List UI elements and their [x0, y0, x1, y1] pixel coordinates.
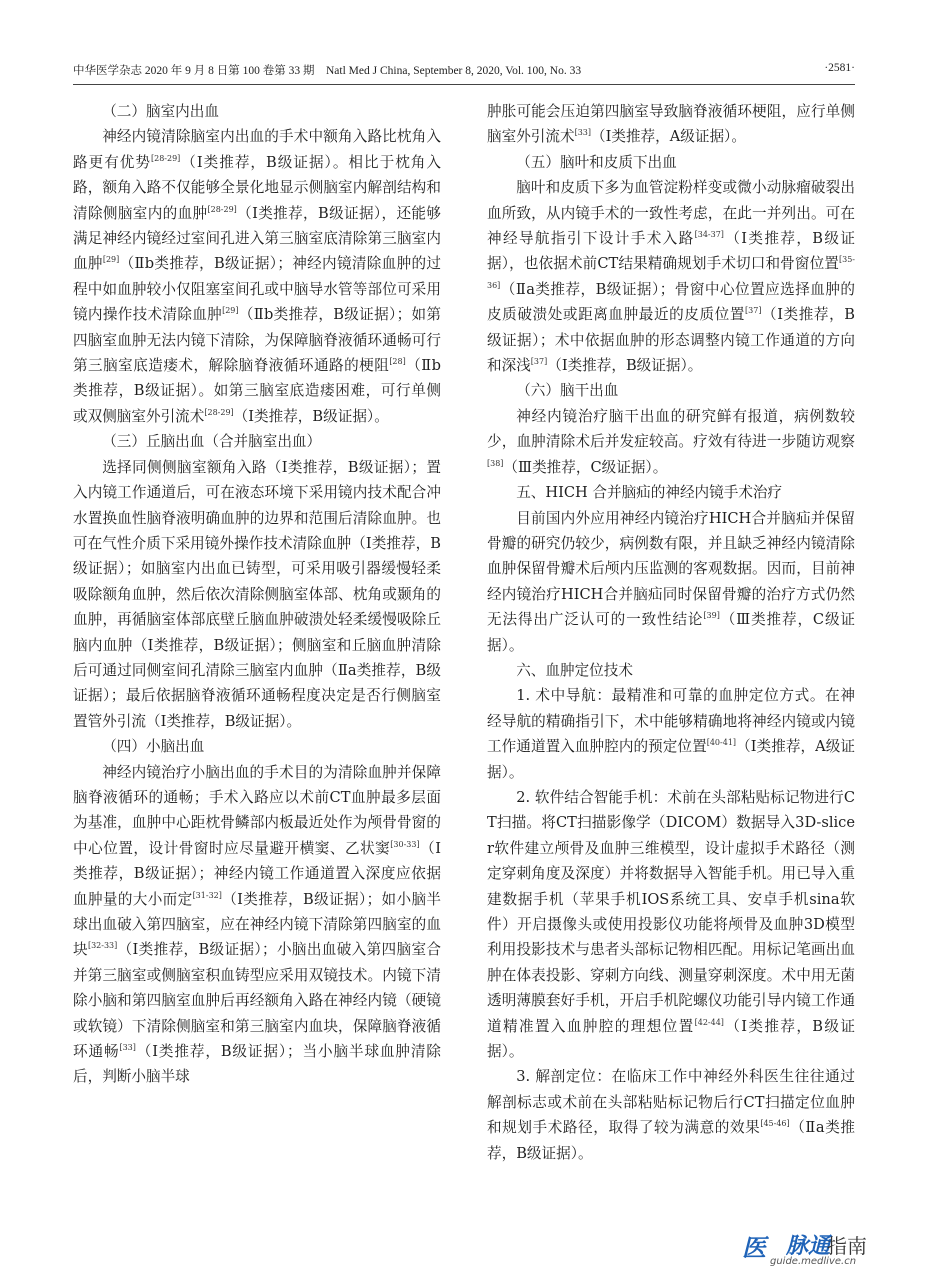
logo-brand-name: 脉通: [786, 1234, 831, 1259]
paragraph-intraventricular: [73, 124, 441, 429]
citation-ref: [33]: [574, 128, 591, 138]
paragraph-cerebellar-continued: [487, 99, 855, 150]
citation-ref: [37]: [530, 357, 548, 367]
text-run: （Ⅰ类推荐，B级证据）。: [233, 407, 389, 425]
citation-ref: [29]: [222, 306, 239, 316]
text-run: （Ⅰ类推荐，A级证据）。: [591, 128, 746, 146]
journal-citation: 中华医学杂志 2020 年 9 月 8 日第 100 卷第 33 期 Natl Med J China, September 8, 2020, Vol. 100, No. 33: [73, 65, 582, 77]
citation-ref: [42-44]: [694, 1017, 724, 1027]
text-run: 神经内镜治疗脑干出血的研究鲜有报道，病例数较少，血肿清除术后并发症较高。疗效有待进一步随访观察: [487, 407, 855, 451]
text-run: （Ⅱb类推荐，B级证据）。如第三脑室底造瘘困难，可行单侧或双侧脑室外引流术: [73, 357, 441, 425]
text-run: 肿胀可能会压迫第四脑室导致脑脊液循环梗阻，应行单侧脑室外引流术: [487, 103, 855, 146]
text-run: （Ⅰ类推荐，B级证据），也依据术前CT结果精确规划手术切口和骨窗位置: [487, 230, 855, 273]
text-run: （Ⅰ类推荐，B级证据），还能够满足神经内镜经过室间孔进入第三脑室底清除第三脑室内血肿: [73, 204, 441, 273]
text-run: （Ⅲ类推荐，C级证据）。: [487, 611, 855, 654]
citation-ref: [34-37]: [694, 230, 724, 240]
paragraph-navigation: [487, 683, 855, 785]
citation-ref: [29]: [102, 255, 120, 265]
section-heading-cerebellar: （四）小脑出血: [102, 738, 205, 756]
paragraph-smartphone: [487, 785, 855, 1064]
citation-ref: [33]: [119, 1043, 136, 1053]
text-run: 脑叶和皮质下多为血管淀粉样变或微小动脉瘤破裂出血所致，从内镜手术的一致性考虑，在此一并列出。可在神经导航指引下设计手术入路: [487, 179, 855, 248]
text-run: （Ⅰ类推荐，B级证据）。相比于枕角入路，额角入路不仅能够全景化地显示侧脑室内解剖结构和清除侧脑室内的血肿: [73, 153, 441, 222]
citation-ref: [32-33]: [87, 941, 118, 951]
citation-ref: [45-46]: [760, 1119, 790, 1129]
text-run: 2. 软件结合智能手机：术前在头部粘贴标记物进行CT扫描。将CT扫描影像学（DICOM）数据导入3D-slicer软件建立颅骨及血肿三维模型，设计虚拟手术路径（测定穿刺角度及深度）并将数据导入智能手机。用已导入重建数据手机（苹果手机IOS系统工具、安卓手机sina软件）开启摄像头或使用投影仪功能将颅骨及血肿3D模型利用投影技术与患者头部标记物相匹配。用标记笔画出血肿在体表投影、穿刺方向线、测量穿刺深度。术中用无菌透明薄膜套好手机，开启手机陀螺仪功能引导内镜工作通道精准置入血肿腔的理想位置: [487, 788, 855, 1035]
text-run: 神经内镜治疗小脑出血的手术目的为清除血肿并保障脑脊液循环的通畅；手术入路应以术前CT血肿最多层面为基准，血肿中心距枕骨鳞部内板最近处作为颅骨骨窗的中心位置，设计骨窗时应尽量避开横窦、乙状窦: [73, 763, 441, 857]
text-run: 3. 解剖定位：在临床工作中神经外科医生往往通过解剖标志或术前在头部粘贴标记物后行CT扫描定位血肿和规划手术路径，取得了较为满意的效果: [487, 1068, 855, 1137]
citation-ref: [30-33]: [390, 839, 420, 849]
citation-ref: [35-36]: [487, 255, 855, 290]
text-run: （Ⅰ类推荐，B级证据）；小脑出血破入第四脑室合并第三脑室或侧脑室积血铸型应采用双镜技术。内镜下清除小脑和第四脑室血肿后再经额角入路在神经内镜（硬镜或软镜）下清除侧脑室和第三脑室内血块，保障脑脊液循环通畅: [73, 941, 441, 1061]
page-number: ·2581·: [824, 62, 855, 74]
paragraph-cerebellar: [73, 760, 441, 1090]
logo-url: guide.medlive.cn: [770, 1256, 857, 1267]
text-run: （Ⅱb类推荐，B级证据）；神经内镜清除血肿的过程中如血肿较小仅阻塞室间孔或中脑导水管等部位可采用镜内操作技术清除血肿: [73, 255, 441, 324]
citation-ref: [39]: [703, 611, 720, 621]
citation-ref: [31-32]: [192, 890, 222, 900]
section-heading-localization: 六、血肿定位技术: [516, 661, 633, 679]
paragraph-brainstem: [487, 404, 855, 480]
text-run: （Ⅱa类推荐，B级证据）；骨窗中心位置应选择血肿的皮质破溃处或距离血肿最近的皮质位置: [487, 280, 855, 324]
text-run: （Ⅰ类推荐，B级证据）；当小脑半球血肿清除后，判断小脑半球: [73, 1043, 441, 1086]
text-run: （Ⅱa类推荐，B级证据）。: [487, 1119, 855, 1162]
text-run: 神经内镜清除脑室内出血的手术中额角入路比枕角入路更有优势: [73, 128, 441, 171]
paragraph-anatomical: [487, 1064, 855, 1166]
paragraph-lobar: [487, 175, 855, 378]
citation-ref: [28-29]: [207, 204, 237, 214]
citation-ref: [28-29]: [150, 153, 181, 163]
medlive-guide-logo: [742, 1226, 882, 1274]
running-header: [73, 62, 855, 80]
section-heading-herniation: 五、HICH 合并脑疝的神经内镜手术治疗: [516, 484, 783, 502]
logo-mark: 医: [742, 1234, 765, 1262]
citation-ref: [28-29]: [204, 407, 234, 417]
citation-ref: [37]: [745, 306, 762, 316]
section-heading-lobar: （五）脑叶和皮质下出血: [516, 153, 677, 171]
text-run: （Ⅰ类推荐，B级证据）；如小脑半球出血破入第四脑室，应在神经内镜下清除第四脑室的血块: [73, 890, 441, 959]
text-run: （Ⅲ类推荐，C级证据）。: [503, 458, 668, 476]
citation-ref: [28]: [389, 357, 406, 367]
logo-tag: 指南: [827, 1234, 867, 1258]
text-run: （Ⅱb类推荐，B级证据）；如第四脑室血肿无法内镜下清除，为保障脑脊液循环通畅可行第三脑室底造瘘术，解除脑脊液循环通路的梗阻: [73, 306, 441, 375]
text-run: （Ⅰ类推荐，B级证据）；术中依据血肿的形态调整内镜工作通道的方向和深浅: [487, 306, 855, 375]
left-column: [73, 99, 441, 1090]
citation-ref: [40-41]: [706, 738, 737, 748]
right-column: [487, 99, 855, 1166]
text-run: （Ⅰ类推荐，B级证据）；神经内镜工作通道置入深度应依据血肿量的大小而定: [73, 839, 441, 908]
text-run: （Ⅰ类推荐，B级证据）。: [547, 357, 703, 375]
section-heading-intraventricular: （二）脑室内出血: [102, 103, 219, 120]
text-run: 1. 术中导航：最精准和可靠的血肿定位方式。在神经导航的精确指引下，术中能够精确地将神经内镜或内镜工作通道置入血肿腔内的预定位置: [487, 687, 855, 756]
text-run: 目前国内外应用神经内镜治疗HICH合并脑疝并保留骨瓣的研究仍较少，病例数有限，并且缺乏神经内镜清除血肿保留骨瓣术后颅内压监测的客观数据。因而，目前神经内镜治疗HICH合并脑疝同时保留骨瓣的治疗方式仍然无法得出广泛认可的一致性结论: [487, 509, 855, 629]
text-run: 选择同侧侧脑室额角入路（Ⅰ类推荐，B级证据）；置入内镜工作通道后，可在液态环境下采用镜内技术配合冲水置换血性脑脊液明确血肿的边界和范围后清除血肿。也可在气性介质下采用镜外操作技术清除血肿（Ⅰ类推荐，B级证据）；如脑室内出血已铸型，可采用吸引器缓慢轻柔吸除额角血肿，然后依次清除侧脑室体部、枕角或颞角的血肿，再循脑室体部底壁丘脑血肿破溃处轻柔缓慢吸除丘脑内血肿（Ⅰ类推荐，B级证据）；侧脑室和丘脑血肿清除后可通过同侧室间孔清除三脑室内血肿（Ⅱa类推荐，B级证据）；最后依据脑脊液循环通畅程度决定是否行侧脑室置管外引流（Ⅰ类推荐，B级证据）。: [73, 458, 441, 730]
paragraph-herniation: [487, 506, 855, 658]
section-heading-brainstem: （六）脑干出血: [516, 382, 619, 400]
citation-ref: [38]: [487, 458, 504, 468]
text-run: （Ⅰ类推荐，A级证据）。: [487, 738, 855, 781]
header-rule: [73, 84, 855, 85]
section-heading-thalamic: （三）丘脑出血（合并脑室出血）: [102, 433, 322, 451]
paragraph-thalamic: [73, 455, 441, 734]
text-run: （Ⅰ类推荐，B级证据）。: [487, 1017, 855, 1061]
